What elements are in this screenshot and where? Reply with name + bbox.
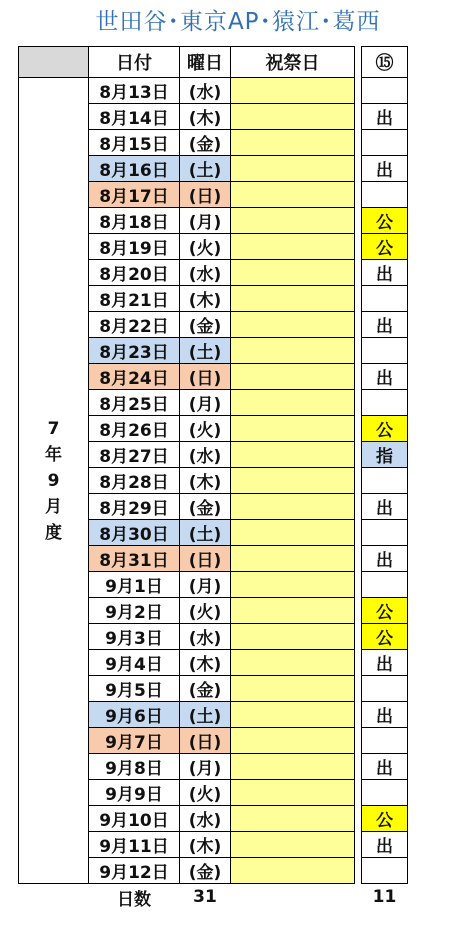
weekday-cell: (日) bbox=[180, 182, 231, 208]
weekday-cell: (木) bbox=[180, 832, 231, 858]
date-cell: 9月3日 bbox=[89, 624, 180, 650]
date-cell: 9月6日 bbox=[89, 702, 180, 728]
weekday-cell: (金) bbox=[180, 130, 231, 156]
holiday-cell bbox=[231, 234, 355, 260]
holiday-cell bbox=[231, 676, 355, 702]
weekday-cell: (日) bbox=[180, 728, 231, 754]
footer-spacer bbox=[19, 884, 89, 911]
corner-cell bbox=[19, 47, 89, 78]
holiday-cell bbox=[231, 338, 355, 364]
mark-cell: 出 bbox=[362, 104, 408, 130]
holiday-cell bbox=[231, 78, 355, 104]
holiday-cell bbox=[231, 182, 355, 208]
weekday-cell: (水) bbox=[180, 442, 231, 468]
mark-cell: 出 bbox=[362, 702, 408, 728]
mark-cell: 出 bbox=[362, 650, 408, 676]
date-cell: 9月1日 bbox=[89, 572, 180, 598]
holiday-cell bbox=[231, 416, 355, 442]
holiday-cell bbox=[231, 650, 355, 676]
column-gap bbox=[355, 754, 362, 780]
holiday-cell bbox=[231, 546, 355, 572]
weekday-cell: (水) bbox=[180, 78, 231, 104]
date-cell: 9月8日 bbox=[89, 754, 180, 780]
mark-cell bbox=[362, 468, 408, 494]
header-holiday: 祝祭日 bbox=[231, 47, 355, 78]
holiday-cell bbox=[231, 260, 355, 286]
holiday-cell bbox=[231, 286, 355, 312]
days-count: 31 bbox=[193, 887, 217, 907]
weekday-cell: (土) bbox=[180, 156, 231, 182]
holiday-cell bbox=[231, 624, 355, 650]
date-cell: 8月25日 bbox=[89, 390, 180, 416]
weekday-cell: (火) bbox=[180, 598, 231, 624]
column-gap bbox=[355, 416, 362, 442]
date-cell: 8月15日 bbox=[89, 130, 180, 156]
mark-cell bbox=[362, 78, 408, 104]
column-gap bbox=[355, 520, 362, 546]
mark-cell bbox=[362, 286, 408, 312]
mark-cell: 指 bbox=[362, 442, 408, 468]
column-gap bbox=[355, 390, 362, 416]
column-gap bbox=[355, 494, 362, 520]
date-cell: 8月14日 bbox=[89, 104, 180, 130]
holiday-cell bbox=[231, 572, 355, 598]
weekday-cell: (水) bbox=[180, 260, 231, 286]
column-gap bbox=[355, 182, 362, 208]
mark-cell: 出 bbox=[362, 754, 408, 780]
holiday-cell bbox=[231, 442, 355, 468]
column-gap bbox=[355, 208, 362, 234]
column-gap bbox=[355, 650, 362, 676]
column-gap bbox=[355, 234, 362, 260]
holiday-cell bbox=[231, 104, 355, 130]
mark-cell bbox=[362, 728, 408, 754]
column-gap bbox=[355, 312, 362, 338]
date-cell: 9月12日 bbox=[89, 858, 180, 884]
column-gap bbox=[355, 676, 362, 702]
weekday-cell: (火) bbox=[180, 234, 231, 260]
date-cell: 8月26日 bbox=[89, 416, 180, 442]
weekday-cell: (木) bbox=[180, 650, 231, 676]
column-gap bbox=[355, 338, 362, 364]
date-cell: 9月11日 bbox=[89, 832, 180, 858]
fiscal-month-label: 7年9月度 bbox=[19, 78, 89, 884]
footer-spacer bbox=[355, 884, 362, 911]
date-cell: 8月22日 bbox=[89, 312, 180, 338]
holiday-cell bbox=[231, 130, 355, 156]
column-gap bbox=[355, 156, 362, 182]
mark-cell bbox=[362, 572, 408, 598]
column-gap bbox=[355, 260, 362, 286]
holiday-cell bbox=[231, 156, 355, 182]
holiday-cell bbox=[231, 728, 355, 754]
column-gap bbox=[355, 47, 362, 78]
column-gap bbox=[355, 806, 362, 832]
column-gap bbox=[355, 728, 362, 754]
weekday-cell: (火) bbox=[180, 416, 231, 442]
mark-cell: 出 bbox=[362, 364, 408, 390]
date-cell: 8月18日 bbox=[89, 208, 180, 234]
column-gap bbox=[355, 104, 362, 130]
holiday-cell bbox=[231, 806, 355, 832]
footer-spacer bbox=[231, 884, 355, 911]
mark-cell: 公 bbox=[362, 598, 408, 624]
holiday-cell bbox=[231, 390, 355, 416]
date-cell: 8月29日 bbox=[89, 494, 180, 520]
schedule-table bbox=[18, 46, 408, 910]
column-gap bbox=[355, 780, 362, 806]
holiday-cell bbox=[231, 312, 355, 338]
date-cell: 8月19日 bbox=[89, 234, 180, 260]
weekday-cell: (土) bbox=[180, 520, 231, 546]
date-cell: 8月27日 bbox=[89, 442, 180, 468]
mark-cell bbox=[362, 780, 408, 806]
mark-cell bbox=[362, 130, 408, 156]
mark-cell: 出 bbox=[362, 156, 408, 182]
holiday-cell bbox=[231, 598, 355, 624]
date-cell: 9月2日 bbox=[89, 598, 180, 624]
date-cell: 8月24日 bbox=[89, 364, 180, 390]
weekday-cell: (日) bbox=[180, 546, 231, 572]
header-mark: ⑮ bbox=[362, 47, 408, 78]
column-gap bbox=[355, 442, 362, 468]
weekday-cell: (土) bbox=[180, 338, 231, 364]
column-gap bbox=[355, 832, 362, 858]
column-gap bbox=[355, 286, 362, 312]
column-gap bbox=[355, 364, 362, 390]
mark-cell: 公 bbox=[362, 624, 408, 650]
date-cell: 9月9日 bbox=[89, 780, 180, 806]
column-gap bbox=[355, 130, 362, 156]
weekday-cell: (土) bbox=[180, 702, 231, 728]
mark-cell: 出 bbox=[362, 260, 408, 286]
holiday-cell bbox=[231, 520, 355, 546]
weekday-cell: (火) bbox=[180, 780, 231, 806]
weekday-cell: (月) bbox=[180, 572, 231, 598]
holiday-cell bbox=[231, 494, 355, 520]
date-cell: 9月10日 bbox=[89, 806, 180, 832]
mark-cell bbox=[362, 338, 408, 364]
date-cell: 8月28日 bbox=[89, 468, 180, 494]
mark-cell: 公 bbox=[362, 416, 408, 442]
mark-cell: 出 bbox=[362, 832, 408, 858]
mark-cell bbox=[362, 182, 408, 208]
weekday-cell: (木) bbox=[180, 286, 231, 312]
weekday-cell: (木) bbox=[180, 104, 231, 130]
date-cell: 9月4日 bbox=[89, 650, 180, 676]
holiday-cell bbox=[231, 208, 355, 234]
date-cell: 8月16日 bbox=[89, 156, 180, 182]
column-gap bbox=[355, 702, 362, 728]
column-gap bbox=[355, 78, 362, 104]
date-cell: 8月17日 bbox=[89, 182, 180, 208]
mark-cell: 出 bbox=[362, 546, 408, 572]
footer-row bbox=[19, 884, 408, 911]
column-gap bbox=[355, 546, 362, 572]
weekday-cell: (水) bbox=[180, 806, 231, 832]
mark-cell bbox=[362, 520, 408, 546]
mark-cell bbox=[362, 390, 408, 416]
days-label: 日数 bbox=[117, 889, 151, 910]
holiday-cell bbox=[231, 754, 355, 780]
date-cell: 8月30日 bbox=[89, 520, 180, 546]
header-row bbox=[19, 47, 408, 78]
mark-cell: 公 bbox=[362, 806, 408, 832]
date-cell: 9月7日 bbox=[89, 728, 180, 754]
header-weekday: 曜日 bbox=[180, 47, 231, 78]
mark-cell: 出 bbox=[362, 494, 408, 520]
column-gap bbox=[355, 858, 362, 884]
mark-cell: 出 bbox=[362, 312, 408, 338]
mark-cell: 公 bbox=[362, 234, 408, 260]
date-cell: 9月5日 bbox=[89, 676, 180, 702]
header-date: 日付 bbox=[89, 47, 180, 78]
mark-cell: 公 bbox=[362, 208, 408, 234]
table-row bbox=[19, 78, 408, 104]
weekday-cell: (日) bbox=[180, 364, 231, 390]
mark-cell bbox=[362, 858, 408, 884]
column-gap bbox=[355, 572, 362, 598]
weekday-cell: (金) bbox=[180, 494, 231, 520]
holiday-cell bbox=[231, 858, 355, 884]
weekday-cell: (金) bbox=[180, 312, 231, 338]
weekday-cell: (木) bbox=[180, 468, 231, 494]
holiday-cell bbox=[231, 468, 355, 494]
column-gap bbox=[355, 624, 362, 650]
weekday-cell: (金) bbox=[180, 858, 231, 884]
date-cell: 8月31日 bbox=[89, 546, 180, 572]
weekday-cell: (水) bbox=[180, 624, 231, 650]
date-cell: 8月13日 bbox=[89, 78, 180, 104]
date-cell: 8月23日 bbox=[89, 338, 180, 364]
weekday-cell: (月) bbox=[180, 754, 231, 780]
column-gap bbox=[355, 468, 362, 494]
holiday-cell bbox=[231, 702, 355, 728]
page-title: 世田谷･東京AP･猿江･葛西 bbox=[95, 9, 381, 35]
holiday-cell bbox=[231, 780, 355, 806]
date-cell: 8月21日 bbox=[89, 286, 180, 312]
date-cell: 8月20日 bbox=[89, 260, 180, 286]
column-gap bbox=[355, 598, 362, 624]
mark-cell bbox=[362, 676, 408, 702]
weekday-cell: (月) bbox=[180, 208, 231, 234]
holiday-cell bbox=[231, 832, 355, 858]
holiday-cell bbox=[231, 364, 355, 390]
weekday-cell: (金) bbox=[180, 676, 231, 702]
weekday-cell: (月) bbox=[180, 390, 231, 416]
mark-total: 11 bbox=[372, 887, 397, 907]
